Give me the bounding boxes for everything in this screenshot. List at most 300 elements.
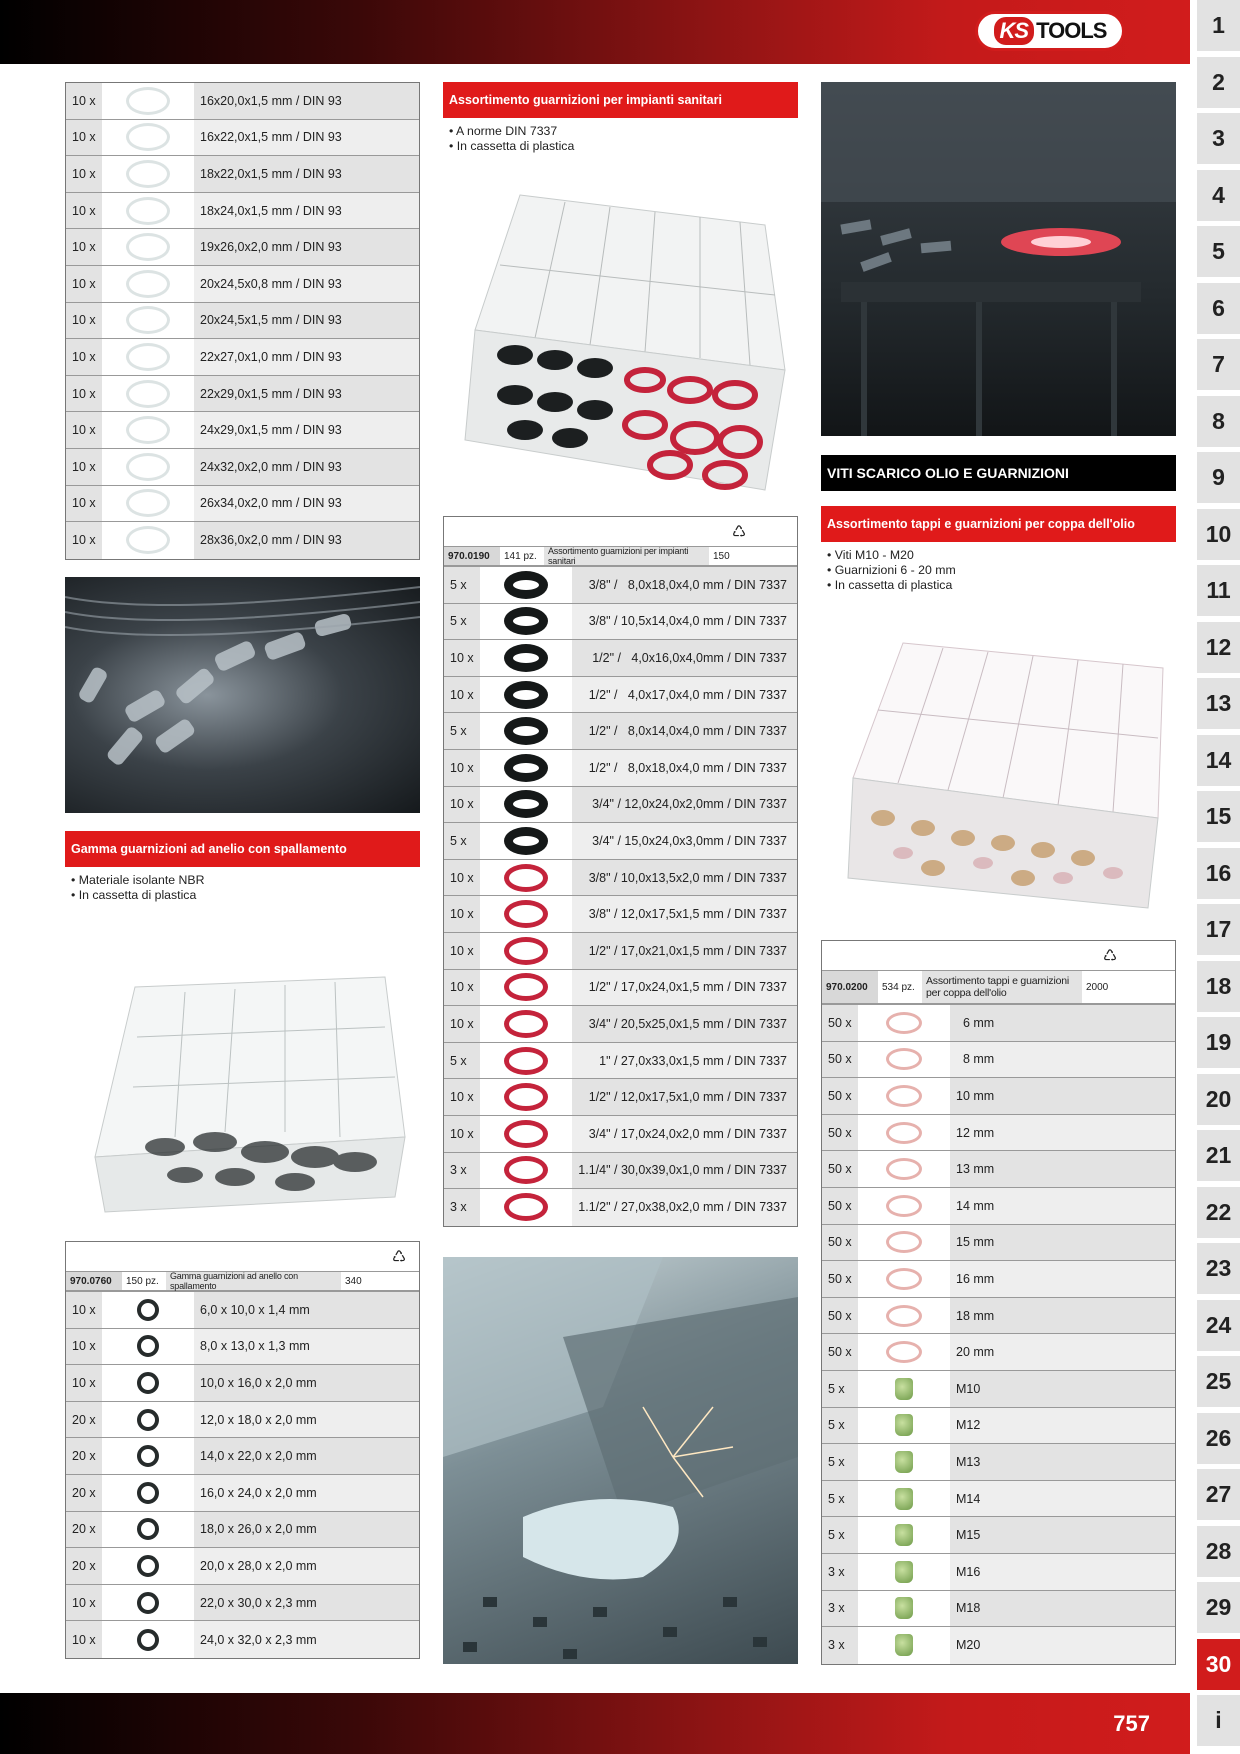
part-image-cell — [102, 449, 194, 485]
washer-icon — [126, 87, 170, 115]
table-row — [822, 1225, 1175, 1262]
table-row — [66, 266, 419, 303]
logo-tools-text: TOOLS — [1036, 18, 1107, 43]
chapter-tab[interactable]: 1 — [1197, 0, 1240, 51]
quantity-cell: 10 x — [66, 1329, 102, 1365]
table-row — [822, 1371, 1175, 1408]
part-image-cell — [480, 1189, 572, 1226]
fiber-gasket-icon — [504, 1193, 548, 1221]
table-row — [66, 449, 419, 486]
cutting-photo — [443, 1257, 798, 1664]
spec-cell: 3/4" / 17,0x24,0x2,0 mm / DIN 7337 — [572, 1116, 797, 1152]
washer-icon — [126, 270, 170, 298]
quantity-cell: 50 x — [822, 1188, 858, 1224]
table-row — [66, 339, 419, 376]
quantity-cell: 3 x — [822, 1627, 858, 1664]
table-row — [822, 1408, 1175, 1445]
part-image-cell — [102, 1621, 194, 1658]
forge-illustration — [821, 82, 1176, 436]
part-image-cell — [480, 1153, 572, 1189]
part-image-cell — [102, 193, 194, 229]
weight-icon: ♺ — [1102, 947, 1118, 965]
table-row — [822, 1334, 1175, 1371]
part-image-cell — [480, 567, 572, 603]
chapter-tab[interactable]: 10 — [1197, 509, 1240, 560]
fiber-gasket-icon — [504, 937, 548, 965]
table-row — [66, 1548, 419, 1585]
part-image-cell — [480, 677, 572, 713]
quantity-cell: 10 x — [66, 339, 102, 375]
chapter-tab[interactable]: 23 — [1197, 1243, 1240, 1294]
spec-cell: 24x32,0x2,0 mm / DIN 93 — [194, 449, 419, 485]
quantity-cell: 10 x — [66, 229, 102, 265]
washer-icon — [126, 197, 170, 225]
quantity-cell: 5 x — [822, 1481, 858, 1517]
fiber-gasket-icon — [504, 1120, 548, 1148]
product-name: Assortimento guarnizioni per impianti sanitari — [544, 547, 709, 565]
table-row — [822, 1151, 1175, 1188]
spec-cell: 16 mm — [950, 1261, 1175, 1297]
quantity-cell: 10 x — [66, 83, 102, 119]
washer-icon — [126, 489, 170, 517]
logo-ks-text: KS — [994, 17, 1035, 45]
table-row — [822, 1261, 1175, 1298]
part-image-cell — [858, 1408, 950, 1444]
quantity-cell: 20 x — [66, 1512, 102, 1548]
oil-product-info — [822, 971, 1175, 1005]
fiber-gasket-icon — [504, 864, 548, 892]
table-row — [444, 787, 797, 824]
chapter-tab[interactable]: 9 — [1197, 452, 1240, 503]
spec-cell: 13 mm — [950, 1151, 1175, 1187]
copper-washer-icon — [886, 1341, 922, 1363]
part-image-cell — [102, 156, 194, 192]
quantity-cell: 3 x — [822, 1554, 858, 1590]
table-row — [66, 486, 419, 523]
spec-cell: 24x29,0x1,5 mm / DIN 93 — [194, 412, 419, 448]
quantity-cell: 10 x — [66, 449, 102, 485]
copper-washer-icon — [886, 1195, 922, 1217]
quantity-cell: 10 x — [66, 266, 102, 302]
page-footer — [0, 1693, 1190, 1754]
table-row — [66, 156, 419, 193]
article-number: 970.0200 — [822, 971, 878, 1003]
bullet-item: • In cassetta di plastica — [827, 578, 1176, 593]
quantity-cell: 5 x — [822, 1444, 858, 1480]
bullet-item: • In cassetta di plastica — [449, 139, 798, 154]
section-oil-bullets — [821, 542, 1176, 593]
quantity-cell: 3 x — [444, 1189, 480, 1226]
quantity-cell: 20 x — [66, 1548, 102, 1584]
chapter-tab[interactable]: 16 — [1197, 848, 1240, 899]
part-image-cell — [102, 1402, 194, 1438]
spec-cell: 19x26,0x2,0 mm / DIN 93 — [194, 229, 419, 265]
spec-cell: 22x29,0x1,5 mm / DIN 93 — [194, 376, 419, 412]
chapter-tab[interactable]: 25 — [1197, 1356, 1240, 1407]
table-row — [66, 1475, 419, 1512]
section-oil-heading: VITI SCARICO OLIO E GUARNIZIONI — [821, 455, 1176, 491]
table-row — [822, 1115, 1175, 1152]
part-image-cell — [102, 1548, 194, 1584]
part-image-cell — [858, 1517, 950, 1553]
spec-cell: 28x36,0x2,0 mm / DIN 93 — [194, 522, 419, 559]
piece-count: 150 pz. — [126, 1275, 159, 1287]
drain-plug-icon — [895, 1597, 913, 1619]
washer-icon — [126, 453, 170, 481]
weight-icon: ♺ — [731, 523, 747, 541]
oil-case-photo — [833, 638, 1168, 918]
table-row — [822, 1591, 1175, 1628]
piece-count: 141 pz. — [504, 550, 537, 562]
drain-plug-icon — [895, 1561, 913, 1583]
sanitary-case-illustration — [455, 180, 790, 505]
quantity-cell: 10 x — [444, 1116, 480, 1152]
spec-cell: M12 — [950, 1408, 1175, 1444]
spec-cell: 1/2" / 8,0x14,0x4,0 mm / DIN 7337 — [572, 713, 797, 749]
table-row — [66, 1365, 419, 1402]
chapter-tab[interactable]: 12 — [1197, 622, 1240, 673]
sanitary-rows — [444, 567, 797, 1226]
table-row — [444, 1189, 797, 1226]
bonded-seal-icon — [137, 1518, 159, 1540]
table-row — [822, 1005, 1175, 1042]
rings-product-block — [65, 1241, 420, 1659]
part-image-cell — [102, 1475, 194, 1511]
spec-cell: 1/2" / 17,0x24,0x1,5 mm / DIN 7337 — [572, 970, 797, 1006]
nozzles-illustration — [65, 577, 420, 813]
table-row — [66, 1621, 419, 1658]
spec-cell: 6,0 x 10,0 x 1,4 mm — [194, 1292, 419, 1328]
chapter-tab[interactable]: 26 — [1197, 1413, 1240, 1464]
quantity-cell: 3 x — [444, 1153, 480, 1189]
column-left — [65, 82, 420, 560]
chapter-tab[interactable]: 3 — [1197, 113, 1240, 164]
part-image-cell — [102, 522, 194, 559]
part-image-cell — [102, 1438, 194, 1474]
chapter-tab[interactable]: 13 — [1197, 678, 1240, 729]
chapter-tab[interactable]: 21 — [1197, 1130, 1240, 1181]
chapter-tab[interactable]: 20 — [1197, 1074, 1240, 1125]
quantity-cell: 10 x — [66, 412, 102, 448]
spec-cell: 20 mm — [950, 1334, 1175, 1370]
forge-photo — [821, 82, 1176, 436]
washer-icon — [126, 160, 170, 188]
sanitary-case-photo — [455, 180, 790, 505]
part-image-cell — [102, 1512, 194, 1548]
quantity-cell: 50 x — [822, 1078, 858, 1114]
chapter-tabs — [1197, 0, 1240, 1754]
quantity-cell: 10 x — [444, 896, 480, 932]
rubber-gasket-icon — [504, 681, 548, 709]
spec-cell: 12 mm — [950, 1115, 1175, 1151]
rubber-gasket-icon — [504, 644, 548, 672]
quantity-cell: 10 x — [66, 376, 102, 412]
bonded-seal-icon — [137, 1299, 159, 1321]
table-row — [66, 120, 419, 157]
oil-product-block — [821, 940, 1176, 1665]
bullet-item: • In cassetta di plastica — [71, 888, 420, 903]
bonded-seal-icon — [137, 1409, 159, 1431]
spec-cell: 16x20,0x1,5 mm / DIN 93 — [194, 83, 419, 119]
part-image-cell — [480, 787, 572, 823]
part-image-cell — [858, 1627, 950, 1664]
sanitary-product-table — [443, 516, 798, 1227]
table-row — [822, 1554, 1175, 1591]
spec-cell: 3/8" / 8,0x18,0x4,0 mm / DIN 7337 — [572, 567, 797, 603]
table-row — [66, 83, 419, 120]
spec-cell: 10,0 x 16,0 x 2,0 mm — [194, 1365, 419, 1401]
table-row — [822, 1444, 1175, 1481]
part-image-cell — [102, 303, 194, 339]
din93-table — [65, 82, 420, 560]
table-row — [444, 860, 797, 897]
chapter-tab[interactable]: 15 — [1197, 791, 1240, 842]
table-row — [444, 1153, 797, 1190]
bonded-seal-icon — [137, 1592, 159, 1614]
drain-plug-icon — [895, 1634, 913, 1656]
spec-cell: 14 mm — [950, 1188, 1175, 1224]
part-image-cell — [480, 860, 572, 896]
table-row — [444, 604, 797, 641]
spec-cell: 18x22,0x1,5 mm / DIN 93 — [194, 156, 419, 192]
spec-cell: 3/8" / 12,0x17,5x1,5 mm / DIN 7337 — [572, 896, 797, 932]
oil-product-table — [821, 940, 1176, 1665]
fiber-gasket-icon — [504, 1083, 548, 1111]
spec-cell: 1/2" / 4,0x16,0x4,0mm / DIN 7337 — [572, 640, 797, 676]
section-oil — [821, 455, 1176, 593]
part-image-cell — [858, 1591, 950, 1627]
section-sanitary — [443, 82, 798, 154]
bullet-item: • Guarnizioni 6 - 20 mm — [827, 563, 1176, 578]
table-row — [444, 1079, 797, 1116]
chapter-tab[interactable]: 8 — [1197, 396, 1240, 447]
part-image-cell — [858, 1371, 950, 1407]
quantity-cell: 20 x — [66, 1475, 102, 1511]
part-image-cell — [102, 1585, 194, 1621]
spec-cell: 20x24,5x1,5 mm / DIN 93 — [194, 303, 419, 339]
part-image-cell — [858, 1481, 950, 1517]
table-row — [444, 1006, 797, 1043]
spec-cell: 3/8" / 10,0x13,5x2,0 mm / DIN 7337 — [572, 860, 797, 896]
copper-washer-icon — [886, 1012, 922, 1034]
spec-cell: 6 mm — [950, 1005, 1175, 1041]
table-row — [66, 1292, 419, 1329]
quantity-cell: 10 x — [66, 1621, 102, 1658]
spec-cell: 10 mm — [950, 1078, 1175, 1114]
table-row — [444, 750, 797, 787]
table-row — [66, 1585, 419, 1622]
sanitary-product-top — [444, 517, 797, 547]
bonded-seal-icon — [137, 1372, 159, 1394]
spec-cell: 8,0 x 13,0 x 1,3 mm — [194, 1329, 419, 1365]
table-row — [822, 1042, 1175, 1079]
quantity-cell: 5 x — [822, 1371, 858, 1407]
oil-product-top — [822, 941, 1175, 971]
part-image-cell — [858, 1554, 950, 1590]
quantity-cell: 10 x — [66, 486, 102, 522]
spec-cell: 3/4" / 15,0x24,0x3,0mm / DIN 7337 — [572, 823, 797, 859]
chapter-tab[interactable]: 7 — [1197, 339, 1240, 390]
table-row — [822, 1627, 1175, 1664]
chapter-tab[interactable]: 24 — [1197, 1300, 1240, 1351]
page-header — [0, 0, 1190, 64]
part-image-cell — [480, 640, 572, 676]
chapter-tab[interactable]: i — [1197, 1695, 1240, 1746]
chapter-tab[interactable]: 19 — [1197, 1017, 1240, 1068]
product-weight: 2000 — [1086, 981, 1109, 993]
part-image-cell — [858, 1042, 950, 1078]
quantity-cell: 10 x — [444, 1006, 480, 1042]
washer-icon — [126, 526, 170, 554]
part-image-cell — [102, 1292, 194, 1328]
quantity-cell: 3 x — [822, 1591, 858, 1627]
table-row — [444, 970, 797, 1007]
quantity-cell: 50 x — [822, 1115, 858, 1151]
spec-cell: M14 — [950, 1481, 1175, 1517]
spec-cell: 3/4" / 12,0x24,0x2,0mm / DIN 7337 — [572, 787, 797, 823]
quantity-cell: 10 x — [444, 640, 480, 676]
drain-plug-icon — [895, 1451, 913, 1473]
nozzles-photo — [65, 577, 420, 813]
copper-washer-icon — [886, 1158, 922, 1180]
copper-washer-icon — [886, 1122, 922, 1144]
washer-icon — [126, 233, 170, 261]
bonded-seal-icon — [137, 1335, 159, 1357]
article-number: 970.0760 — [66, 1272, 122, 1290]
chapter-tab[interactable]: 14 — [1197, 735, 1240, 786]
quantity-cell: 5 x — [444, 567, 480, 603]
spec-cell: 8 mm — [950, 1042, 1175, 1078]
quantity-cell: 50 x — [822, 1042, 858, 1078]
quantity-cell: 5 x — [822, 1408, 858, 1444]
chapter-tab[interactable]: 17 — [1197, 904, 1240, 955]
spec-cell: 20,0 x 28,0 x 2,0 mm — [194, 1548, 419, 1584]
table-row — [444, 933, 797, 970]
sanitary-product-info — [444, 547, 797, 567]
part-image-cell — [102, 1365, 194, 1401]
table-row — [66, 1329, 419, 1366]
part-image-cell — [102, 120, 194, 156]
table-row — [66, 1512, 419, 1549]
part-image-cell — [858, 1078, 950, 1114]
washer-icon — [126, 123, 170, 151]
ks-tools-logo — [975, 11, 1125, 51]
quantity-cell: 10 x — [66, 120, 102, 156]
table-row — [444, 823, 797, 860]
part-image-cell — [480, 970, 572, 1006]
table-row — [66, 229, 419, 266]
chapter-tab[interactable]: 2 — [1197, 57, 1240, 108]
section-rings — [65, 831, 420, 903]
quantity-cell: 10 x — [66, 303, 102, 339]
section-sanitary-bullets — [443, 118, 798, 154]
quantity-cell: 20 x — [66, 1402, 102, 1438]
bullet-item: • Viti M10 - M20 — [827, 548, 1176, 563]
quantity-cell: 10 x — [66, 522, 102, 559]
rubber-gasket-icon — [504, 790, 548, 818]
part-image-cell — [480, 604, 572, 640]
quantity-cell: 50 x — [822, 1261, 858, 1297]
chapter-tab[interactable]: 29 — [1197, 1582, 1240, 1633]
part-image-cell — [480, 750, 572, 786]
table-row — [822, 1517, 1175, 1554]
part-image-cell — [858, 1151, 950, 1187]
bonded-seal-icon — [137, 1445, 159, 1467]
spec-cell: 1.1/2" / 27,0x38,0x2,0 mm / DIN 7337 — [572, 1189, 797, 1226]
chapter-tab[interactable]: 22 — [1197, 1187, 1240, 1238]
washer-icon — [126, 380, 170, 408]
oil-rows — [822, 1005, 1175, 1664]
copper-washer-icon — [886, 1085, 922, 1107]
bullet-item: • A norme DIN 7337 — [449, 124, 798, 139]
fiber-gasket-icon — [504, 1047, 548, 1075]
chapter-tab[interactable]: 27 — [1197, 1469, 1240, 1520]
quantity-cell: 5 x — [822, 1517, 858, 1553]
spec-cell: 1/2" / 12,0x17,5x1,0 mm / DIN 7337 — [572, 1079, 797, 1115]
part-image-cell — [480, 1079, 572, 1115]
drain-plug-icon — [895, 1524, 913, 1546]
chapter-tab[interactable]: 30 — [1197, 1639, 1240, 1690]
quantity-cell: 50 x — [822, 1298, 858, 1334]
quantity-cell: 10 x — [66, 193, 102, 229]
part-image-cell — [102, 376, 194, 412]
quantity-cell: 10 x — [66, 1292, 102, 1328]
spec-cell: 1/2" / 8,0x18,0x4,0 mm / DIN 7337 — [572, 750, 797, 786]
part-image-cell — [102, 339, 194, 375]
spec-cell: M16 — [950, 1554, 1175, 1590]
product-name: Assortimento tappi e guarnizioni per coppa dell'olio — [922, 971, 1082, 1003]
part-image-cell — [858, 1444, 950, 1480]
part-image-cell — [858, 1115, 950, 1151]
product-name: Gamma guarnizioni ad anello con spallamento — [166, 1272, 341, 1290]
rubber-gasket-icon — [504, 754, 548, 782]
washer-icon — [126, 343, 170, 371]
quantity-cell: 50 x — [822, 1005, 858, 1041]
chapter-tab[interactable]: 28 — [1197, 1526, 1240, 1577]
article-number: 970.0190 — [444, 547, 500, 565]
spec-cell: 16,0 x 24,0 x 2,0 mm — [194, 1475, 419, 1511]
table-row — [444, 567, 797, 604]
table-row — [444, 713, 797, 750]
part-image-cell — [858, 1225, 950, 1261]
rings-product-top — [66, 1242, 419, 1272]
chapter-tab[interactable]: 5 — [1197, 226, 1240, 277]
spec-cell: 1.1/4" / 30,0x39,0x1,0 mm / DIN 7337 — [572, 1153, 797, 1189]
chapter-tab[interactable]: 4 — [1197, 170, 1240, 221]
spec-cell: 22,0 x 30,0 x 2,3 mm — [194, 1585, 419, 1621]
rings-case-photo — [75, 947, 410, 1215]
chapter-tab[interactable]: 6 — [1197, 283, 1240, 334]
table-row — [66, 522, 419, 559]
quantity-cell: 20 x — [66, 1438, 102, 1474]
spec-cell: 1/2" / 4,0x17,0x4,0 mm / DIN 7337 — [572, 677, 797, 713]
part-image-cell — [480, 823, 572, 859]
quantity-cell: 10 x — [444, 787, 480, 823]
rings-rows — [66, 1292, 419, 1658]
part-image-cell — [102, 486, 194, 522]
part-image-cell — [102, 1329, 194, 1365]
chapter-tab[interactable]: 11 — [1197, 565, 1240, 616]
quantity-cell: 5 x — [444, 823, 480, 859]
part-image-cell — [858, 1298, 950, 1334]
spec-cell: 14,0 x 22,0 x 2,0 mm — [194, 1438, 419, 1474]
quantity-cell: 50 x — [822, 1334, 858, 1370]
quantity-cell: 5 x — [444, 1043, 480, 1079]
spec-cell: M13 — [950, 1444, 1175, 1480]
spec-cell: 22x27,0x1,0 mm / DIN 93 — [194, 339, 419, 375]
washer-icon — [126, 416, 170, 444]
chapter-tab[interactable]: 18 — [1197, 961, 1240, 1012]
